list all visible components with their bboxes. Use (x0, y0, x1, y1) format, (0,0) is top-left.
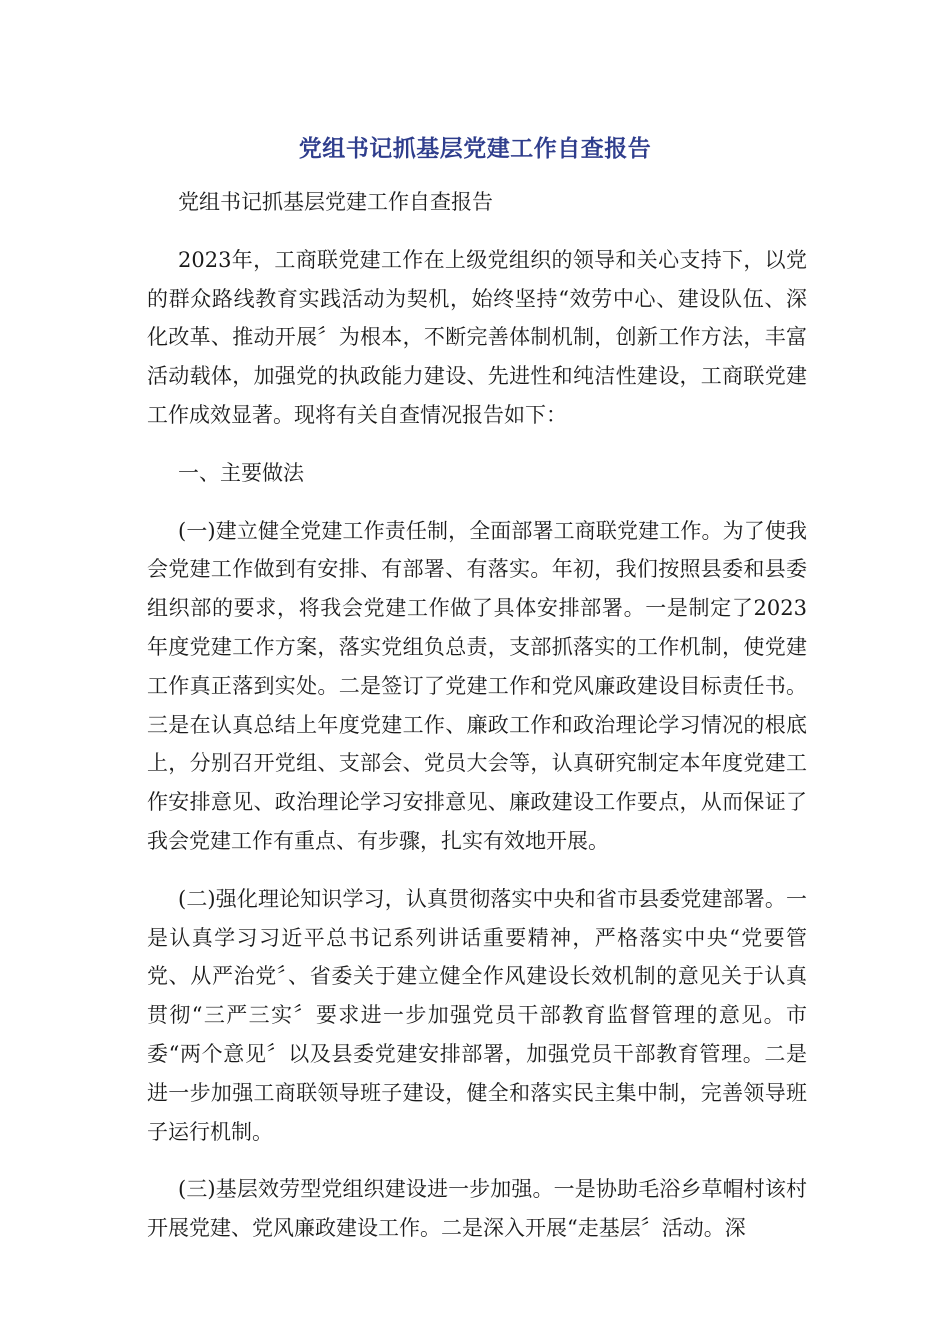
paragraph-subtitle: 党组书记抓基层党建工作自查报告 (178, 190, 493, 214)
document-title: 党组书记抓基层党建工作自查报告 (298, 136, 652, 162)
section-heading: 一、主要做法 (178, 460, 304, 485)
document-body (147, 183, 807, 1267)
paragraph-item-2: (二)强化理论知识学习，认真贯彻落实中央和省市县委党建部署。一是认真学习习近平总书记系列讲话重要精神，严格落实中央“党要管党、从严治党〞、省委关于建立健全作风建设长效机制的意见关于认真贯彻“三严三实〞要求进一步加强党员干部教育监督管理的意见。市委“两个意见〞以及县委党建安排部署，加强党员干部教育管理。二是进一步加强工商联领导班子建设，健全和落实民主集中制，完善领导班子运行机制。 (147, 886, 807, 1144)
paragraph-intro: 2023年，工商联党建工作在上级党组织的领导和关心支持下，以党的群众路线教育实践活动为契机，始终坚持“效劳中心、建设队伍、深化改革、推动开展〞为根本，不断完善体制机制，创新工作方法，丰富活动载体，加强党的执政能力建设、先进性和纯洁性建设，工商联党建工作成效显著。现将有关自查情况报告如下： (147, 247, 807, 427)
paragraph-item-1: (一)建立健全党建工作责任制，全面部署工商联党建工作。为了使我会党建工作做到有安排、有部署、有落实。年初，我们按照县委和县委组织部的要求，将我会党建工作做了具体安排部署。一是制定了2023年度党建工作方案，落实党组负总责，支部抓落实的工作机制，使党建工作真正落到实处。二是签订了党建工作和党风廉政建设目标责任书。三是在认真总结上年度党建工作、廉政工作和政治理论学习情况的根底上，分别召开党组、支部会、党员大会等，认真研究制定本年度党建工作安排意见、政治理论学习安排意见、廉政建设工作要点，从而保证了我会党建工作有重点、有步骤，扎实有效地开展。 (147, 518, 807, 853)
paragraph-item-3: (三)基层效劳型党组织建设进一步加强。一是协助毛浴乡草帽村该村开展党建、党风廉政建设工作。二是深入开展“走基层〞活动。深 (147, 1177, 807, 1241)
